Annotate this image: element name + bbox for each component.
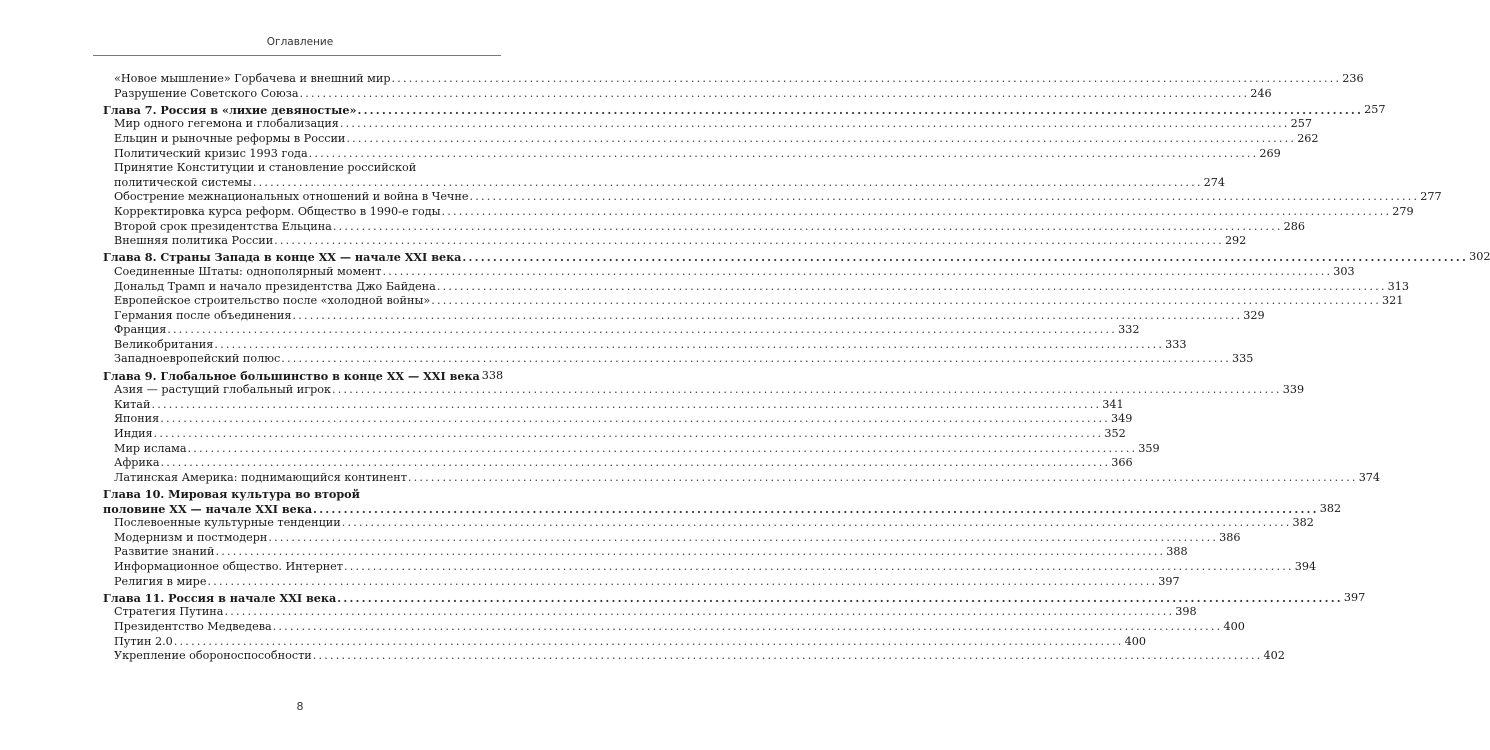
- toc-section-entry[interactable]: [103, 204, 1414, 220]
- toc-chapter-entry[interactable]: [103, 250, 1490, 265]
- entry-page-number: 277: [1420, 190, 1442, 204]
- entry-title: Латинская Америка: поднимающийся континент: [114, 470, 407, 484]
- entry-title: Религия в мире: [114, 574, 207, 588]
- toc-section-entry[interactable]: [103, 117, 1312, 132]
- entry-title: Азия — растущий глобальный игрок: [114, 383, 332, 397]
- toc-section-entry[interactable]: [103, 352, 1254, 367]
- page-number: 8: [296, 700, 304, 713]
- entry-page-number: 386: [1219, 530, 1241, 544]
- dot-leader: [300, 87, 1250, 102]
- dot-leader: [281, 352, 1231, 367]
- entry-title: Дональд Трамп и начало президентства Джо Байдена: [114, 279, 436, 293]
- entry-title: Африка: [114, 456, 160, 470]
- entry-title: Второй срок президентства Ельцина: [114, 219, 332, 233]
- toc-section-entry[interactable]: [103, 161, 1225, 190]
- entry-page-number: 313: [1387, 279, 1409, 293]
- entry-title: Германия после объединения: [114, 308, 292, 322]
- toc-section-entry[interactable]: [103, 649, 1285, 664]
- entry-page-number: 349: [1110, 412, 1133, 426]
- toc-section-entry[interactable]: [103, 146, 1281, 162]
- entry-title: Модернизм и постмодерн: [114, 530, 268, 544]
- dot-leader: [470, 190, 1420, 205]
- entry-page-number: 382: [1319, 501, 1342, 515]
- toc-section-entry[interactable]: [103, 574, 1180, 590]
- entry-title: Глава 11. Россия в начале XXI века: [103, 590, 337, 605]
- dot-leader: [333, 220, 1283, 235]
- dot-leader: [224, 605, 1174, 620]
- toc-section-entry[interactable]: [103, 86, 1272, 102]
- toc-section-entry[interactable]: [103, 219, 1305, 235]
- dot-leader: [214, 338, 1164, 353]
- toc-section-entry[interactable]: [103, 530, 1241, 546]
- toc-section-entry[interactable]: [103, 456, 1133, 471]
- dot-leader: [346, 132, 1296, 147]
- entry-page-number: 400: [1124, 634, 1146, 648]
- toc-section-entry[interactable]: [103, 234, 1247, 249]
- entry-page-number: 374: [1358, 470, 1381, 484]
- toc-section-entry[interactable]: [103, 264, 1355, 280]
- entry-title: «Новое мышление» Горбачева и внешний мир: [114, 72, 391, 85]
- entry-page-number: 269: [1259, 146, 1281, 160]
- toc-chapter-entry[interactable]: [103, 368, 504, 384]
- entry-page-number: 321: [1381, 294, 1404, 308]
- entry-title: Политический кризис 1993 года: [114, 146, 308, 160]
- toc-section-entry[interactable]: [103, 619, 1245, 635]
- entry-page-number: 302: [1469, 250, 1490, 264]
- dot-leader: [344, 560, 1294, 575]
- entry-title: Внешняя политика России: [114, 234, 274, 248]
- toc-section-entry[interactable]: [103, 323, 1140, 338]
- dot-leader: [161, 456, 1111, 471]
- dot-leader: [342, 516, 1292, 531]
- toc-section-entry[interactable]: [103, 337, 1187, 353]
- toc-section-entry[interactable]: [103, 308, 1265, 324]
- entry-title: Великобритания: [114, 337, 214, 351]
- dot-leader: [273, 620, 1223, 635]
- entry-page-number: 398: [1175, 605, 1197, 619]
- table-of-contents: [103, 72, 1490, 664]
- entry-title: Глава 8. Страны Запада в конце XX — начале XXI века: [103, 250, 462, 265]
- toc-chapter-entry[interactable]: [103, 102, 1386, 118]
- entry-page-number: 286: [1283, 219, 1305, 233]
- entry-page-number: 257: [1290, 117, 1312, 131]
- entry-title: Путин 2.0: [114, 634, 173, 648]
- entry-page-number: 262: [1297, 131, 1319, 145]
- entry-title: Китай: [114, 397, 151, 411]
- dot-leader: [292, 309, 1242, 324]
- dot-leader: [442, 205, 1392, 220]
- toc-section-entry[interactable]: [103, 634, 1146, 650]
- entry-title: Западноевропейский полюс: [114, 352, 281, 366]
- entry-title: половине XX — начале XXI века: [103, 501, 313, 516]
- dot-leader: [313, 502, 1319, 517]
- header-rule: [93, 55, 501, 56]
- entry-title: Информационное общество. Интернет: [114, 559, 343, 573]
- entry-title: Индия: [114, 427, 153, 441]
- entry-page-number: 246: [1250, 86, 1272, 100]
- dot-leader: [408, 471, 1358, 486]
- entry-title: Президентство Медведева: [114, 619, 272, 633]
- entry-title: Стратегия Путина: [114, 605, 224, 619]
- toc-section-entry[interactable]: [103, 190, 1442, 205]
- entry-page-number: 338: [481, 368, 504, 382]
- dot-leader: [215, 545, 1165, 560]
- dot-leader: [274, 234, 1224, 249]
- toc-section-entry[interactable]: [103, 131, 1319, 147]
- entry-page-number: 333: [1165, 337, 1187, 351]
- dot-leader: [337, 591, 1343, 606]
- toc-section-entry[interactable]: [103, 516, 1314, 531]
- toc-section-entry[interactable]: [103, 545, 1188, 560]
- entry-page-number: 257: [1364, 102, 1386, 116]
- entry-title: Япония: [114, 412, 160, 426]
- entry-page-number: 388: [1166, 545, 1188, 559]
- entry-title: Разрушение Советского Союза: [114, 86, 299, 100]
- dot-leader: [332, 383, 1282, 398]
- toc-section-entry[interactable]: [103, 383, 1305, 398]
- dot-leader: [207, 575, 1157, 590]
- entry-title: Мир одного гегемона и глобализация: [114, 117, 339, 131]
- entry-page-number: 339: [1282, 383, 1305, 397]
- dot-leader: [268, 531, 1218, 546]
- toc-chapter-entry[interactable]: [103, 590, 1366, 606]
- dot-leader: [309, 147, 1259, 162]
- entry-page-number: 394: [1294, 559, 1317, 573]
- entry-title: Корректировка курса реформ. Общество в 1990-е годы: [114, 204, 441, 218]
- toc-section-entry[interactable]: [103, 470, 1381, 486]
- dot-leader: [174, 635, 1124, 650]
- entry-page-number: 274: [1203, 175, 1225, 189]
- toc-section-entry[interactable]: [103, 559, 1317, 575]
- entry-page-number: 303: [1333, 264, 1355, 278]
- dot-leader: [383, 265, 1333, 280]
- dot-leader: [253, 176, 1203, 191]
- entry-title: Обострение межнациональных отношений и война в Чечне: [114, 190, 469, 204]
- entry-title: Европейское строительство после «холодной войны»: [114, 294, 431, 308]
- entry-title: Глава 7. Россия в «лихие девяностые»: [103, 102, 357, 117]
- entry-page-number: 236: [1342, 72, 1364, 85]
- toc-section-entry[interactable]: [103, 72, 1364, 87]
- entry-title: Глава 9. Глобальное большинство в конце XX — XXI века: [103, 368, 480, 383]
- toc-section-entry[interactable]: [103, 441, 1160, 457]
- dot-leader: [392, 72, 1342, 87]
- toc-section-entry[interactable]: [103, 605, 1197, 620]
- entry-page-number: 329: [1243, 308, 1265, 322]
- entry-page-number: 397: [1343, 590, 1366, 604]
- dot-leader: [431, 294, 1381, 309]
- dot-leader: [462, 250, 1468, 265]
- entry-title: Ельцин и рыночные реформы в России: [114, 131, 346, 145]
- entry-title: политической системы: [114, 175, 252, 189]
- entry-page-number: 397: [1158, 574, 1180, 588]
- dot-leader: [313, 649, 1263, 664]
- toc-chapter-entry[interactable]: [103, 487, 1342, 516]
- entry-title: Франция: [114, 323, 167, 337]
- entry-page-number: 366: [1111, 456, 1133, 470]
- dot-leader: [340, 117, 1290, 132]
- entry-page-number: 400: [1223, 619, 1245, 633]
- entry-page-number: 292: [1224, 234, 1247, 248]
- dot-leader: [151, 398, 1101, 413]
- entry-title: Соединенные Штаты: однополярный момент: [114, 264, 382, 278]
- entry-page-number: 359: [1138, 441, 1160, 455]
- entry-page-number: 382: [1292, 516, 1314, 530]
- entry-title: Укрепление обороноспособности: [114, 649, 312, 663]
- running-header: Оглавление: [266, 36, 334, 48]
- dot-leader: [160, 412, 1110, 427]
- entry-page-number: 341: [1102, 397, 1124, 411]
- toc-section-entry[interactable]: [103, 294, 1404, 309]
- entry-title: Развитие знаний: [114, 545, 215, 559]
- toc-section-entry[interactable]: [103, 397, 1124, 413]
- dot-leader: [188, 442, 1138, 457]
- entry-title-line1: Принятие Конституции и становление российской: [114, 161, 417, 175]
- entry-page-number: 332: [1118, 323, 1140, 337]
- entry-title: Мир ислама: [114, 441, 187, 455]
- entry-title-line1: Глава 10. Мировая культура во второй: [103, 487, 360, 501]
- dot-leader: [357, 103, 1363, 118]
- entry-page-number: 279: [1392, 204, 1414, 218]
- toc-section-entry[interactable]: [103, 427, 1126, 442]
- toc-section-entry[interactable]: [103, 279, 1409, 295]
- entry-page-number: 402: [1263, 649, 1285, 663]
- entry-page-number: 352: [1104, 427, 1126, 441]
- dot-leader: [437, 280, 1387, 295]
- entry-title: Послевоенные культурные тенденции: [114, 516, 341, 530]
- dot-leader: [167, 323, 1117, 338]
- toc-section-entry[interactable]: [103, 412, 1133, 427]
- entry-page-number: 335: [1232, 352, 1254, 366]
- dot-leader: [154, 427, 1104, 442]
